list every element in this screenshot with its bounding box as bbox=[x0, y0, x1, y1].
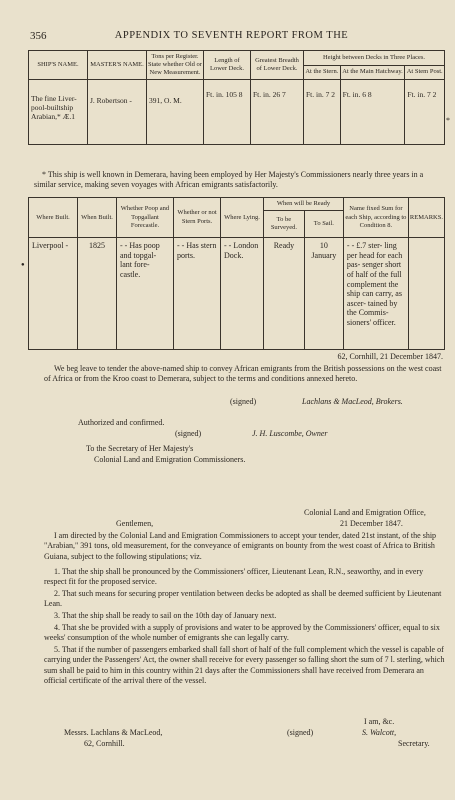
cell-stern-ports: - - Has stern ports. bbox=[174, 238, 221, 350]
col-length: Length of Lower Deck. bbox=[204, 51, 251, 80]
cell-stern: Ft. in. 7 2 bbox=[304, 80, 341, 145]
col-poop: Whether Poop and Topgallant Forecastle. bbox=[117, 198, 174, 238]
letter2-signer-title: Secretary. bbox=[398, 739, 430, 748]
col-where-lying: Where Lying. bbox=[221, 198, 264, 238]
row-marker: ● bbox=[21, 262, 25, 268]
page-number: 356 bbox=[30, 30, 47, 42]
letter2-addressee1: Messrs. Lachlans & MacLeod, bbox=[64, 728, 163, 737]
col-where-built: Where Built. bbox=[29, 198, 78, 238]
col-to-sail: To Sail. bbox=[304, 211, 343, 238]
letter1-to-line1: To the Secretary of Her Majesty's bbox=[86, 444, 194, 453]
ship-readiness-table bbox=[28, 197, 445, 350]
letter2-closing: I am, &c. bbox=[364, 717, 395, 726]
cell-surveyed: Ready bbox=[264, 238, 305, 350]
letter1-signer: Lachlans & MacLeod, Brokers. bbox=[302, 397, 403, 406]
letter1-authorized: Authorized and confirmed. bbox=[78, 418, 165, 427]
cell-poop: - - Has poop and topgal- lant fore- castle. bbox=[117, 238, 174, 350]
stipulation-5: 5. That if the number of passengers embarked shall fall short of half of the full complement which the vessel is capable of carrying under the Passengers' Act, the owner shall receive for every passenger so falling short the sum of 7 l. sterling, which sum shall be paid to him in this country within 21 days after the Commissioners shall have received from Demerara an official certificate of the arrival there of the vessel. bbox=[44, 645, 445, 686]
asterisk-mark: * bbox=[446, 116, 450, 125]
ship-details-table bbox=[28, 50, 445, 145]
cell-where-lying: - - London Dock. bbox=[221, 238, 264, 350]
cell-breadth: Ft. in. 26 7 bbox=[251, 80, 304, 145]
letter2-signer: S. Walcott, bbox=[362, 728, 397, 737]
table-row bbox=[29, 238, 445, 350]
cell-stem: Ft. in. 7 2 bbox=[405, 80, 445, 145]
footnote: * This ship is well known in Demerara, having been employed by Her Majesty's Commissioners nearly three years in a similar service, making seven voyages with African emigrants satisfactorily. bbox=[34, 170, 424, 190]
letter1-body: We beg leave to tender the above-named ship to convey African emigrants from the British possessions on the west coast of Africa or from the Kroo coast to Demerara, subject to the terms and conditions annexed hereto. bbox=[44, 364, 442, 384]
letter2-signed-label: (signed) bbox=[287, 728, 314, 737]
letter1-dateline: 62, Cornhill, 21 December 1847. bbox=[337, 352, 443, 361]
cell-hatchway: Ft. in. 6 8 bbox=[340, 80, 405, 145]
col-breadth: Greatest Breadth of Lower Deck. bbox=[251, 51, 304, 80]
col-main-hatchway: At the Main Hatchway. bbox=[340, 65, 405, 80]
letter2-intro: I am directed by the Colonial Land and Emigration Commissioners to accept your tender, dated 21st instant, of the ship "Arabian," 391 tons, old measurement, for the conveyance of emigrants on bounty from the west coast of Africa to British Guiana, subject to the following stipulations; viz. bbox=[44, 531, 437, 561]
letter2-office: Colonial Land and Emigration Office, bbox=[304, 508, 426, 517]
col-ship-name: SHIP'S NAME. bbox=[29, 51, 88, 80]
col-fixed-sum: Name fixed Sum for each Ship, according to Condition 8. bbox=[343, 198, 408, 238]
col-master-name: MASTER'S NAME. bbox=[88, 51, 147, 80]
letter1-owner: J. H. Luscombe, Owner bbox=[252, 429, 328, 438]
col-when-built: When Built. bbox=[78, 198, 117, 238]
cell-ship: The fine Liver- pool-builtship Arabian,* Æ.1 bbox=[29, 80, 88, 145]
letter2-salutation: Gentlemen, bbox=[116, 519, 154, 528]
col-tons: Tons per Register. State whether Old or New Measurement. bbox=[147, 51, 204, 80]
cell-where-built: Liverpool - bbox=[29, 238, 78, 350]
letter1-to-line2: Colonial Land and Emigration Commissioners. bbox=[94, 455, 246, 464]
stipulation-1: 1. That the ship shall be pronounced by the Commissioners' officer, Lieutenant Lean, R.N., seaworthy, and in every respect fit for the proposed service. bbox=[44, 567, 424, 587]
col-to-be-surveyed: To be Surveyed. bbox=[264, 211, 305, 238]
col-stern-ports: Whether or not Stern Ports. bbox=[174, 198, 221, 238]
letter2-addressee2: 62, Cornhill. bbox=[84, 739, 125, 748]
letter1-signed-label2: (signed) bbox=[175, 429, 202, 438]
cell-sum: - - £.7 ster- ling per head for each pas- senger short of half of the full complement the ship can carry, as ascer- tained by the Commis- sioners' officer. bbox=[343, 238, 408, 350]
stipulation-3: 3. That the ship shall be ready to sail on the 10th day of January next. bbox=[54, 611, 277, 620]
page-header bbox=[30, 30, 433, 44]
col-stem-post: At Stem Post. bbox=[405, 65, 445, 80]
cell-tons: 391, O. M. bbox=[147, 80, 204, 145]
col-height-group: Height between Decks in Three Places. bbox=[304, 51, 445, 66]
cell-when-built: 1825 bbox=[78, 238, 117, 350]
table-row bbox=[29, 80, 445, 145]
running-title: APPENDIX TO SEVENTH REPORT FROM THE bbox=[114, 30, 349, 41]
cell-remarks bbox=[408, 238, 444, 350]
cell-sail: 10 January bbox=[304, 238, 343, 350]
cell-master: J. Robertson - bbox=[88, 80, 147, 145]
letter2-date: 21 December 1847. bbox=[340, 519, 403, 528]
col-ready-group: When will be Ready bbox=[264, 198, 344, 211]
stipulation-2: 2. That such means for securing proper ventilation between decks be adopted as shall be deemed sufficient by Lieutenant Lean. bbox=[44, 589, 442, 609]
col-remarks: REMARKS. bbox=[408, 198, 444, 238]
letter1-signed-label: (signed) bbox=[230, 397, 257, 406]
col-at-stern: At the Stern. bbox=[304, 65, 341, 80]
cell-length: Ft. in. 105 8 bbox=[204, 80, 251, 145]
stipulation-4: 4. That she be provided with a supply of provisions and water to be approved by the Commissioners' officer, equal to six weeks' consumption of the whole number of emigrants she can legally carry. bbox=[44, 623, 440, 643]
